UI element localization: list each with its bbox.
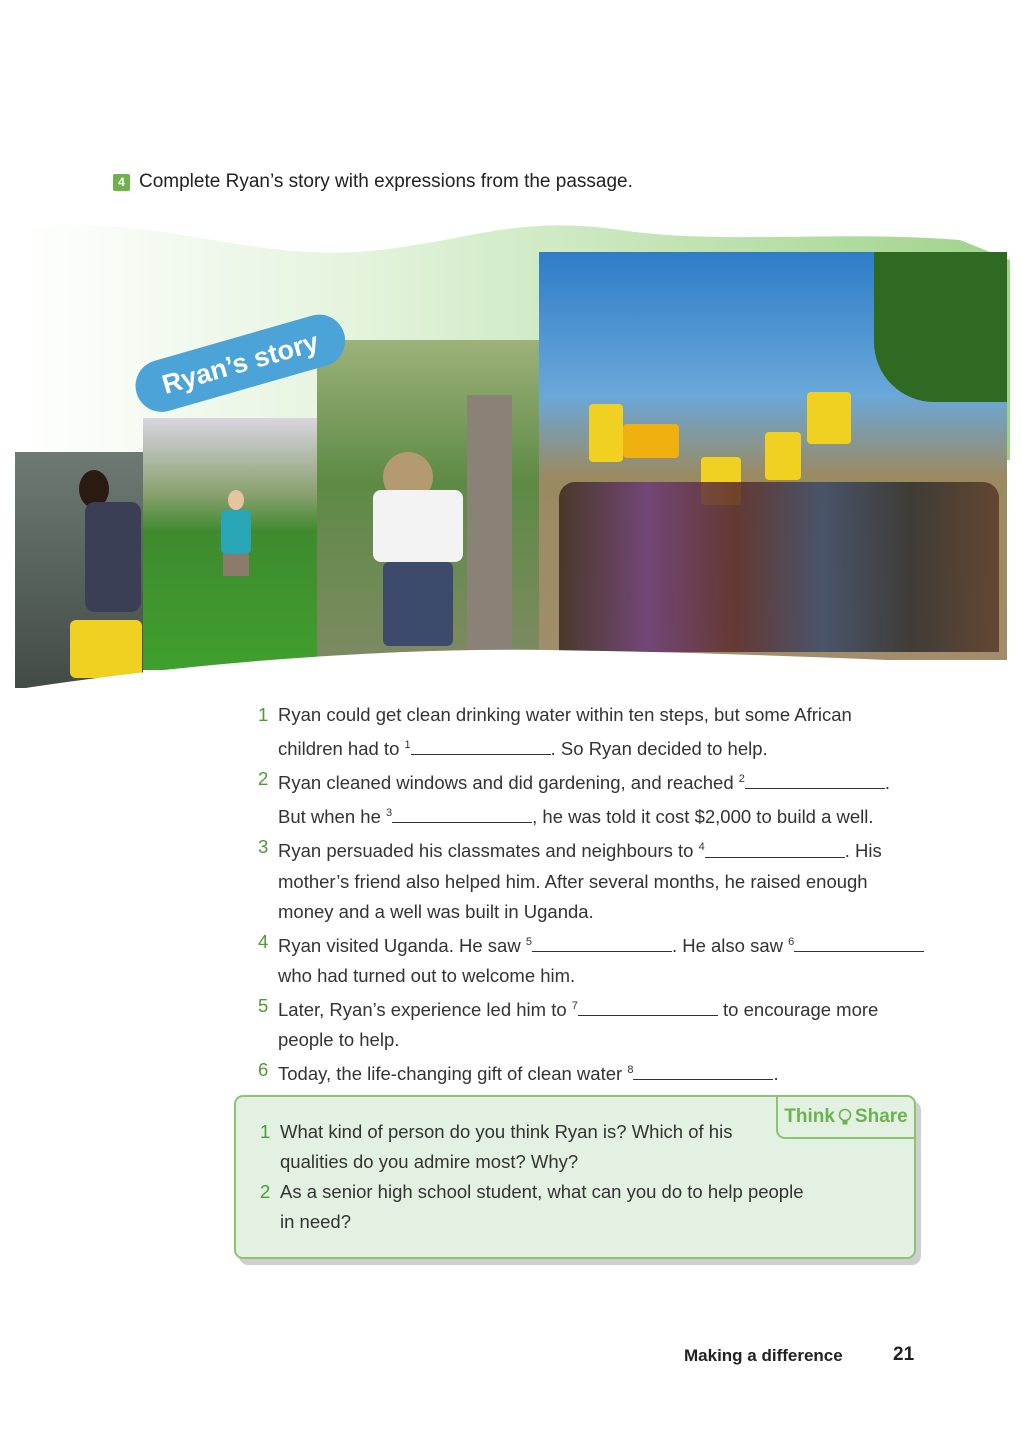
- task-number-badge: 4: [113, 174, 130, 191]
- item-text: who had turned out to welcome him.: [278, 964, 576, 986]
- think-share-questions: [260, 1117, 860, 1237]
- item-text: . So Ryan decided to help.: [550, 738, 768, 760]
- item-text: Ryan persuaded his classmates and neighbours to: [278, 840, 699, 862]
- item-number: 1: [258, 704, 269, 725]
- blank-number: 8: [627, 1063, 634, 1076]
- item-text: to encourage more: [717, 998, 879, 1020]
- answer-blank-1[interactable]: [411, 736, 551, 755]
- item-text: Ryan cleaned windows and did gardening, and reached: [278, 772, 739, 794]
- story-item-4: [258, 927, 938, 991]
- item-number: 4: [258, 930, 269, 952]
- item-text: mother’s friend also helped him. After several months, he raised enough: [278, 870, 868, 892]
- item-number: 6: [258, 1058, 269, 1080]
- question-number: 2: [260, 1181, 271, 1202]
- item-number: 5: [258, 994, 269, 1016]
- answer-blank-6[interactable]: [794, 933, 924, 952]
- item-text: , he was told it cost $2,000 to build a well.: [532, 806, 874, 828]
- answer-blank-3[interactable]: [392, 804, 532, 823]
- story-item-1: [258, 700, 938, 764]
- question-number: 1: [260, 1121, 271, 1142]
- item-text: Later, Ryan’s experience led him to: [278, 998, 572, 1020]
- item-text: .: [884, 772, 891, 794]
- item-text: Ryan visited Uganda. He saw: [278, 934, 526, 956]
- item-text: .: [773, 1063, 779, 1085]
- photo-ryan-at-pump: [317, 340, 539, 658]
- share-label: Share: [854, 1106, 908, 1127]
- answer-blank-8[interactable]: [633, 1061, 773, 1080]
- item-number: 3: [258, 836, 269, 858]
- answer-blank-4[interactable]: [705, 839, 845, 858]
- story-item-3: [258, 832, 938, 926]
- item-text: . His: [844, 840, 882, 862]
- item-text: Ryan could get clean drinking water within ten steps, but some African: [278, 704, 852, 725]
- answer-blank-5[interactable]: [532, 933, 672, 952]
- item-text: Today, the life-changing gift of clean water: [278, 1063, 628, 1085]
- think-share-box: [234, 1095, 916, 1259]
- story-title-text: Ryan’s story: [158, 326, 322, 400]
- photo-village-children: [539, 252, 1007, 660]
- question-text: qualities do you admire most? Why?: [280, 1151, 579, 1172]
- photo-ryan-in-field: [143, 418, 317, 670]
- item-text: money and a well was built in Uganda.: [278, 900, 594, 922]
- story-items-list: [258, 700, 938, 1089]
- footer-unit-title: Making a difference: [684, 1346, 843, 1365]
- blank-number: 3: [386, 807, 393, 820]
- think-label: Think: [784, 1106, 835, 1127]
- task-instruction-text: Complete Ryan’s story with expressions from the passage.: [139, 171, 633, 192]
- story-item-2: [258, 764, 938, 832]
- question-item-2: [260, 1177, 860, 1237]
- task-instruction: [113, 171, 633, 193]
- item-number: 2: [258, 768, 269, 790]
- story-item-6: [258, 1055, 938, 1089]
- item-text: But when he: [278, 806, 386, 828]
- answer-blank-2[interactable]: [745, 770, 885, 789]
- blank-number: 1: [404, 739, 411, 751]
- item-text: children had to: [278, 738, 405, 760]
- item-text: people to help.: [278, 1028, 400, 1050]
- blank-number: 2: [738, 773, 745, 786]
- page-number: 21: [893, 1344, 915, 1365]
- item-text: . He also saw: [671, 934, 789, 956]
- blank-number: 4: [698, 841, 705, 854]
- blank-number: 7: [571, 999, 578, 1012]
- blank-number: 6: [788, 935, 795, 948]
- question-item-1: [260, 1117, 860, 1177]
- answer-blank-7[interactable]: [578, 997, 718, 1016]
- question-text: What kind of person do you think Ryan is? Which of his: [280, 1121, 733, 1142]
- question-text: in need?: [280, 1211, 351, 1232]
- story-item-5: [258, 991, 938, 1055]
- question-text: As a senior high school student, what can you do to help people: [280, 1181, 804, 1202]
- blank-number: 5: [525, 935, 532, 948]
